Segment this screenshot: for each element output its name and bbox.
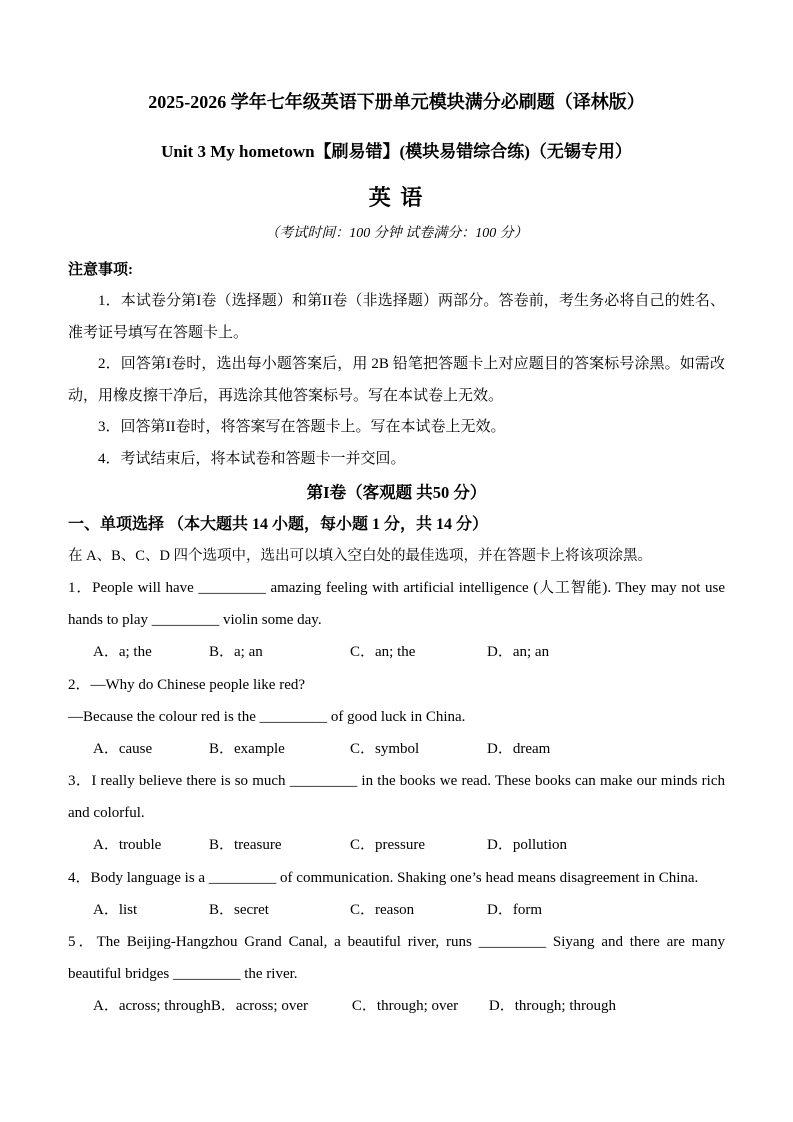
option-C: C．reason	[350, 901, 415, 918]
option-D: D．an; an	[487, 644, 550, 660]
option-A: A．cause	[93, 740, 153, 757]
exam-time-score-info: （考试时间：100 分钟 试卷满分：100 分）	[265, 226, 528, 241]
question-list	[68, 572, 725, 1023]
option-B: B．treasure	[209, 837, 282, 853]
question-stem: 5．The Beijing-Hangzhou Grand Canal, a beautiful river, runs _________ Siyang and there are many beautiful bridges _________ the river.	[68, 934, 725, 982]
option-D: D．through; through	[488, 998, 616, 1014]
option-A: A．a; the	[93, 644, 152, 660]
option-B: B．example	[209, 740, 285, 757]
part1-instruction: 在 A、B、C、D 四个选项中，选出可以填入空白处的最佳选项，并在答题卡上将该项涂黑。	[68, 548, 653, 564]
question-stem: 4．Body language is a _________ of communication. Shaking one’s head means disagreement in China.	[68, 869, 699, 886]
option-row	[68, 636, 725, 669]
subject-title: 英 语	[368, 185, 425, 210]
question-5	[68, 926, 725, 1023]
notice-item: 2．回答第I卷时，选出每小题答案后，用 2B 铅笔把答题卡上对应题目的答案标号涂黑。如需改动，用橡皮擦干净后，再选涂其他答案标号。写在本试卷上无效。	[68, 356, 725, 404]
option-B: B．a; an	[209, 644, 263, 660]
part1-title: 一、单项选择 （本大题共 14 小题，每小题 1 分，共 14 分）	[68, 516, 489, 533]
notice-item: 4．考试结束后，将本试卷和答题卡一并交回。	[98, 450, 406, 467]
option-A: A．trouble	[93, 837, 162, 853]
paper-title-line1: 2025-2026 学年七年级英语下册单元模块满分必刷题（译林版）	[148, 92, 645, 112]
question-3	[68, 765, 725, 862]
option-row	[68, 894, 725, 927]
question-4	[68, 862, 725, 927]
question-stem: 1．People will have _________ amazing feeling with artificial intelligence (人工智能). They may not use hands to play _________ violin some day.	[68, 580, 725, 628]
notice-item: 1．本试卷分第I卷（选择题）和第II卷（非选择题）两部分。答卷前，考生务必将自己的姓名、准考证号填写在答题卡上。	[68, 293, 725, 341]
option-D: D．dream	[487, 740, 551, 757]
question-2	[68, 669, 725, 766]
option-row	[68, 829, 725, 862]
question-stem: —Because the colour red is the _________ of good luck in China.	[68, 708, 466, 725]
option-row	[68, 990, 725, 1023]
option-B: B．across; over	[210, 998, 308, 1014]
question-stem: 3．I really believe there is so much _________ in the books we read. These books can make our minds rich and colorful.	[68, 773, 725, 821]
option-B: B．secret	[209, 901, 269, 918]
option-A: A．list	[93, 901, 138, 918]
question-1	[68, 572, 725, 669]
notice-heading: 注意事项:	[68, 262, 133, 278]
paper-title-line2: Unit 3 My hometown【刷易错】(模块易错综合练)（无锡专用）	[161, 142, 632, 161]
section1-title: 第I卷（客观题 共50 分）	[306, 483, 487, 502]
option-row	[68, 733, 725, 766]
option-C: C．an; the	[350, 644, 416, 660]
option-C: C．symbol	[350, 740, 420, 757]
option-A: A．across; through	[93, 998, 211, 1014]
option-D: D．form	[487, 901, 542, 918]
question-stem: 2．—Why do Chinese people like red?	[68, 676, 306, 693]
notice-item: 3．回答第II卷时，将答案写在答题卡上。写在本试卷上无效。	[98, 419, 506, 435]
notice-list	[68, 286, 725, 475]
option-C: C．pressure	[350, 837, 425, 853]
option-D: D．pollution	[487, 837, 568, 853]
option-C: C．through; over	[351, 998, 459, 1014]
